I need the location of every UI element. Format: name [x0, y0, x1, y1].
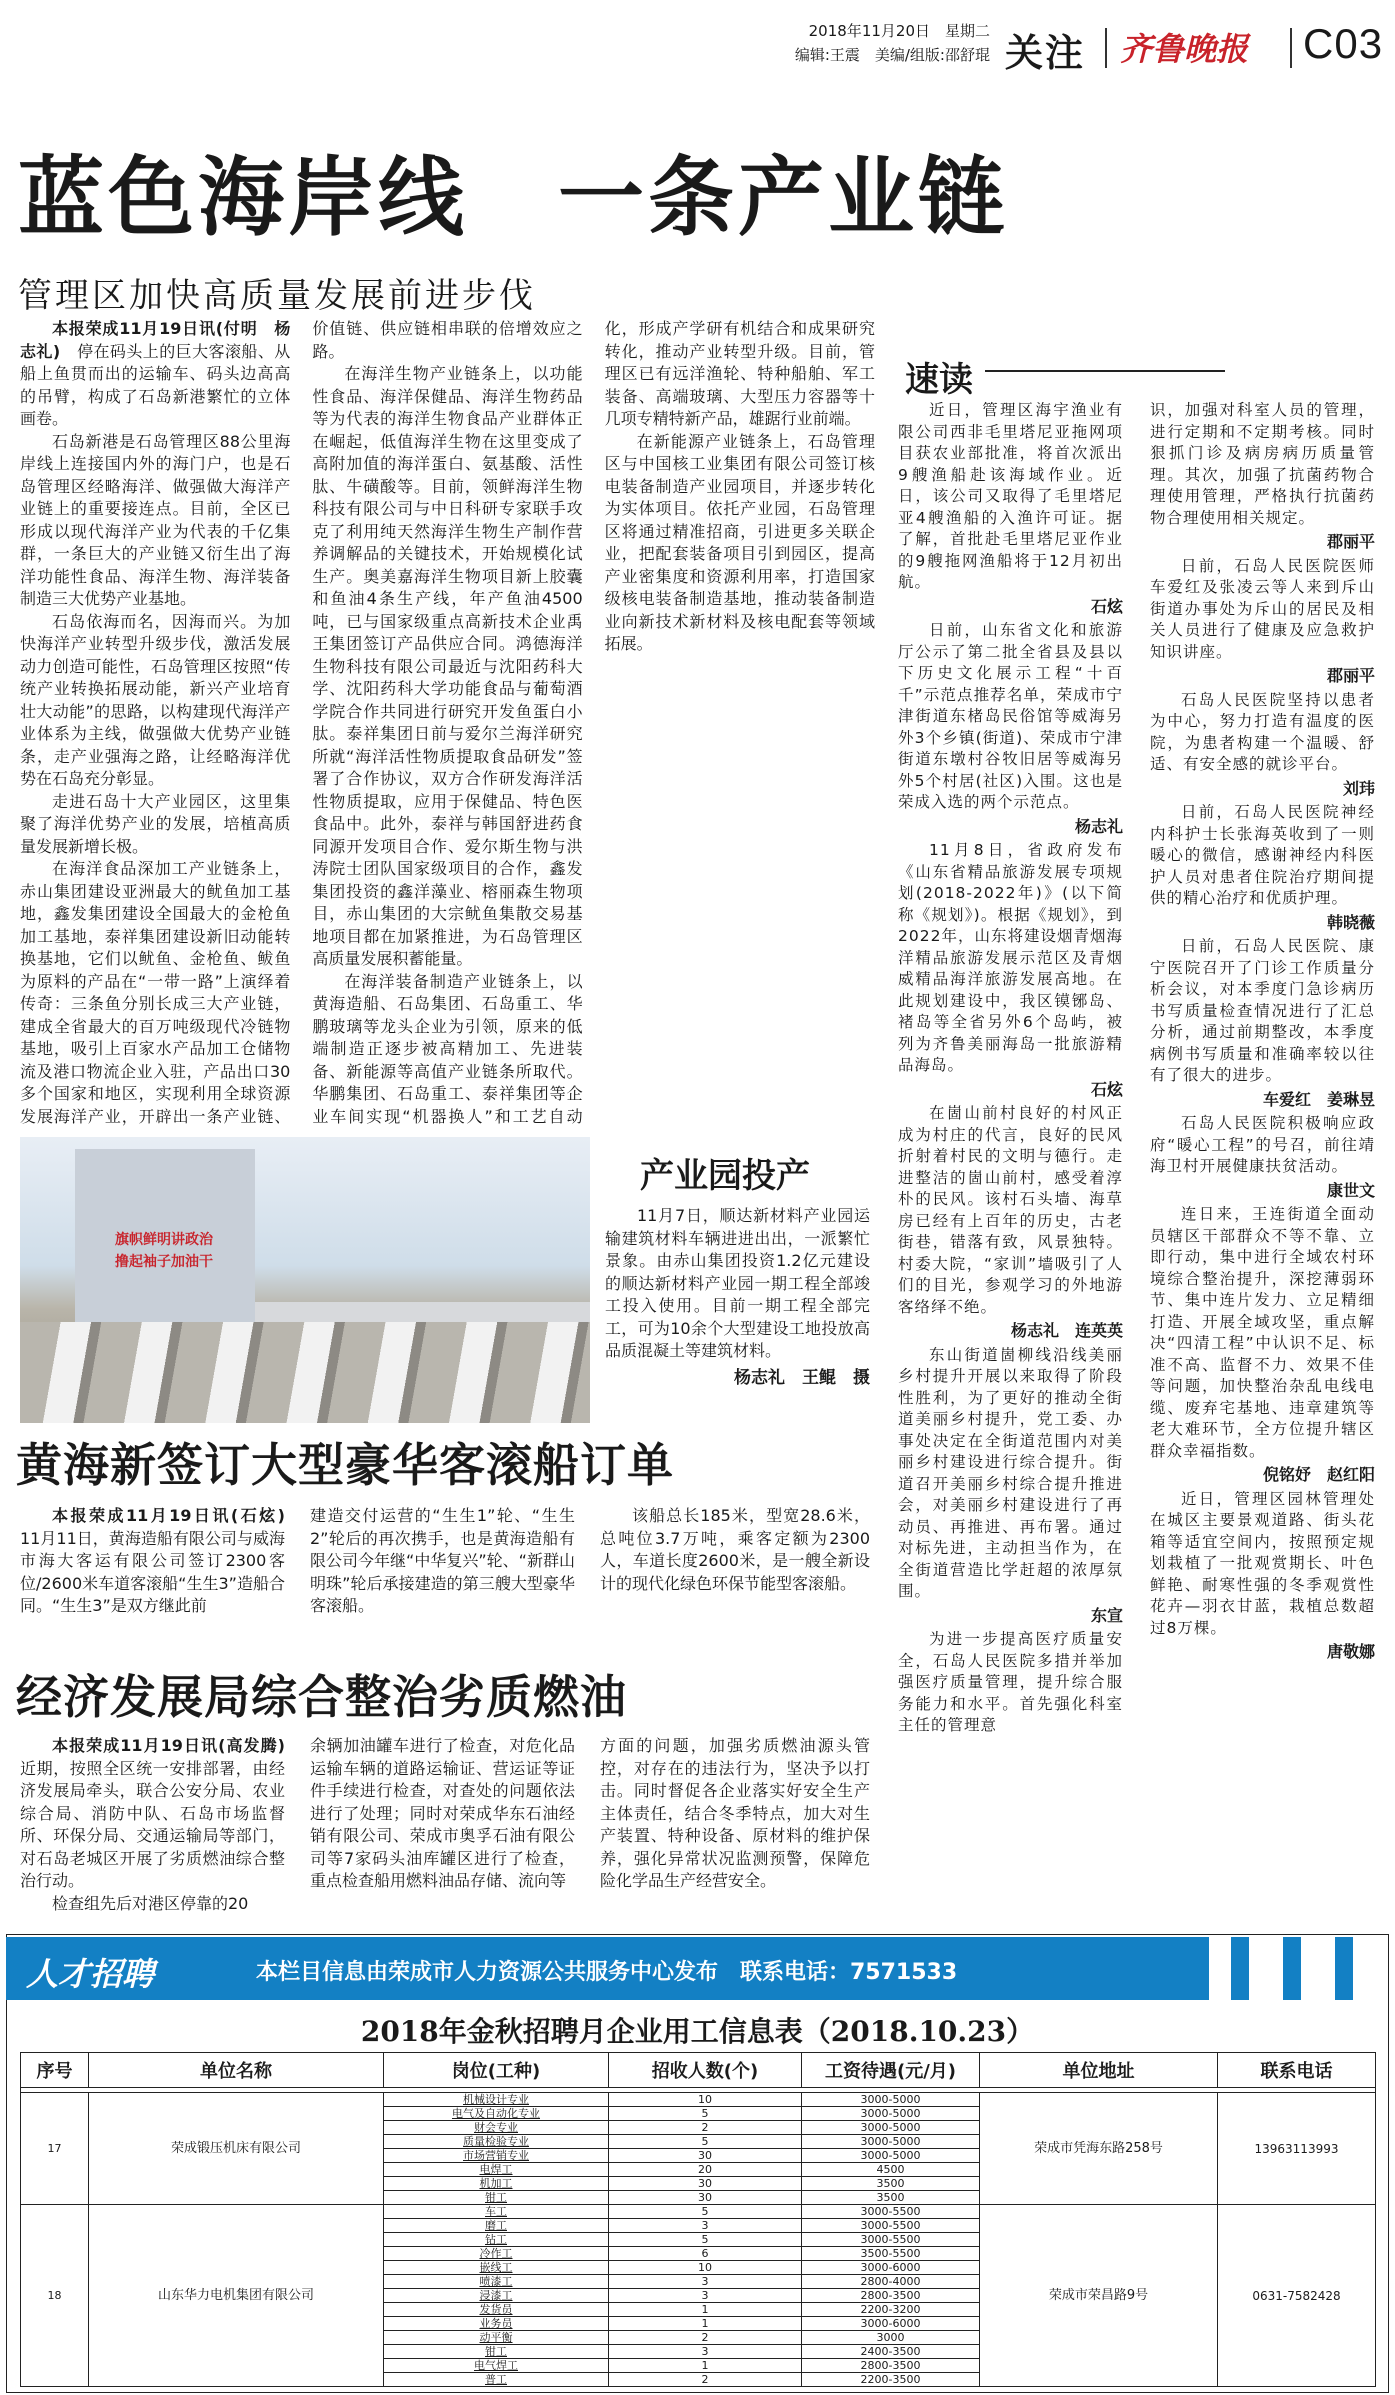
job-count: 1 [609, 2317, 802, 2331]
quick-read-item: 东山街道崮柳线沿线美丽乡村提升开展以来取得了阶段性胜利，为了更好的推动全街道美丽乡村提升，党工委、办事处决定在全街道范围内对美丽乡村建设进行综合提升。街道召开美丽乡村综合提升推进会，对美丽乡村建设进行了再动员、再推进、再布署。通过对标先进，主动担当作为，在全街道营造比学赶超的浓厚氛围。 [898, 1345, 1123, 1600]
quick-read-byline: 康世文 [1326, 1180, 1375, 1200]
column-header: 工资待遇(元/月) [802, 2053, 980, 2088]
main-article-paragraph: 在海洋生物产业链条上，以功能性食品、海洋保健品、海洋生物药品等为代表的海洋生物食品产业群体正在崛起，低值海洋生物在这里变成了高附加值的海洋蛋白、氨基酸、活性肽、牛磺酸等。目前，领鲜海洋生物科技有限公司与中日科研专家联手攻克了利用纯天然海洋生物生产制作营养调解品的关键技术，开始规模化试生产。奥美嘉海洋生物项目新上胶囊和鱼油4条生产线，年产鱼油4500吨，已与国家级重点高新技术企业禹王集团签订产品供应合同。鸿德海洋生物科技有限公司最近与沈阳药科大学、沈阳药科大学功能食品与葡萄酒学院合作共同进行研究开发鱼蛋白小肽。泰祥集团日前与爱尔兰海洋研究所就“海洋活性物质提取食品研发”签署了合作协议，双方合作研发海洋活性物质提取，应用于保健品、特色医食品中。此外，泰祥与韩国舒进药食同源开发项目合作、爱尔斯生物与洪涛院士团队国家级项目的合作，鑫发集团投资的鑫洋藻业、榕丽森生物项目，赤山集团的大宗鱿鱼集散交易基地项目都在加紧推进，为石岛管理区高质量发展积蓄能量。 [312, 364, 583, 968]
job-count: 3 [609, 2345, 802, 2359]
article3-headline: 经济发展局综合整治劣质燃油 [16, 1670, 627, 1724]
job-count: 10 [609, 2261, 802, 2275]
quick-read-byline: 唐敬娜 [1326, 1642, 1375, 1661]
job-position: 机械设计专业 [384, 2093, 609, 2107]
recruitment-logo: 人才招聘 [26, 1955, 155, 1993]
job-count: 30 [609, 2149, 802, 2163]
dateline: 本报荣成11月19日讯(付明 杨志礼) [20, 319, 291, 361]
dateline: 本报荣成11月19日讯(石炫) [52, 1506, 285, 1525]
quick-read-byline: 郡丽平 [1326, 666, 1375, 685]
job-count: 3 [609, 2289, 802, 2303]
job-salary: 3000-6000 [802, 2317, 980, 2331]
article2-headline: 黄海新签订大型豪华客滚船订单 [16, 1438, 674, 1492]
article3-col3: 方面的问题，加强劣质燃油源头管控，对存在的违法行为，坚决予以打击。同时督促各企业落实好安全生产主体责任，结合冬季特点，加大对生产装置、特种设备、原材料的维护保养，强化异常状况监测预警，保障危险化学品生产经营安全。 [600, 1736, 870, 1890]
company-phone: 13963113993 [1218, 2093, 1376, 2205]
quick-read-byline: 杨志礼 [1074, 816, 1123, 836]
recruitment-banner [6, 1937, 1209, 2000]
quick-read-item: 石岛人民医院坚持以患者为中心，努力打造有温度的医院，为患者构建一个温暖、舒适、有安全感的就诊平台。 [1150, 690, 1375, 773]
job-count: 30 [609, 2177, 802, 2191]
job-position: 电气及自动化专业 [384, 2107, 609, 2121]
quick-read-item: 近日，管理区园林管理处在城区主要景观道路、街头花箱等适宜空间内，按照预定规划栽植了一批观赏期长、叶色鲜艳、耐寒性强的冬季观赏性花卉—羽衣甘蓝，栽植总数超过8万棵。 [1150, 1489, 1375, 1637]
job-count: 20 [609, 2163, 802, 2177]
company-number: 17 [21, 2093, 89, 2205]
quick-read-item: 日前，石岛人民医院、康宁医院召开了门诊工作质量分析会议，对本季度门急诊病历书写质量检查情况进行了汇总分析，通过前期整改，本季度病例书写质量和准确率较以往有了很大的进步。 [1150, 937, 1375, 1084]
quick-read-item: 连日来，王连街道全面动员辖区干部群众不等不靠、立即行动，集中进行全域农村环境综合整治提升，深挖薄弱环节、集中连片发力、立足精细打造、开展全域攻坚，重点解决“四清工程”中认识不足、标准不高、监督不力、效果不佳等问题，加快整治杂乱电线电缆、废弃宅基地、违章建筑等老大难环节，全方位提升辖区群众幸福指数。 [1150, 1205, 1375, 1460]
table-row [21, 2093, 1376, 2107]
job-count: 1 [609, 2303, 802, 2317]
quick-read-item: 日前，石岛人民医院神经内科护士长张海英收到了一则暖心的微信，感谢神经内科医护人员对患者住院治疗期间提供的精心治疗和优质护理。 [1150, 803, 1375, 907]
quick-read-column-1 [898, 400, 1123, 1737]
job-position: 发货员 [384, 2303, 609, 2317]
newspaper-masthead: 齐鲁晚报 [1120, 30, 1249, 68]
photo-caption-title: 产业园投产 [640, 1156, 810, 1196]
job-position: 动平衡 [384, 2331, 609, 2345]
quick-read-rule [985, 370, 1225, 372]
job-salary: 3000 [802, 2331, 980, 2345]
recruitment-info: 本栏目信息由荣成市人力资源公共服务中心发布 联系电话：7571533 [256, 1960, 958, 1985]
header-divider [1290, 28, 1292, 68]
job-count: 3 [609, 2219, 802, 2233]
company-address: 荣成市荣昌路9号 [980, 2205, 1218, 2387]
article3-col1: 本报荣成11月19日讯(高发腾) 近期，按照全区统一安排部署，由经济发展局牵头，联合公安分局、农业综合局、消防中队、石岛市场监督所、环保分局、交通运输局等部门，对石岛老城区开展了劣质燃油综合整治行动。 检查组先后对港区停靠的20 [20, 1736, 285, 1913]
job-salary: 4500 [802, 2163, 980, 2177]
main-article-paragraph: 在海洋装备制造产业链条上，以黄海造船、石岛集团、石岛重工、华鹏玻璃等龙头企业为引领，原来的低端制造正逐步被高精加工、先进装备、新能源等高值产业链条所取代。华鹏集团、石岛重工、泰祥集团等企业车间实现“机器换人”和工艺自动化，形成产学研有机结合和成果研究转化，推动产业转型升级。目前，管理区已有远洋渔轮、特种船舶、军工装备、高端玻璃、大型压力容器等十几项专精特新产品，雄踞行业前端。 [312, 319, 875, 1126]
quick-read-byline: 车爱红 姜琳昱 [1262, 1089, 1375, 1109]
job-count: 5 [609, 2205, 802, 2219]
column-header: 单位名称 [89, 2053, 384, 2088]
concrete-mixer-trucks [20, 1322, 590, 1423]
job-salary: 2800-3500 [802, 2289, 980, 2303]
job-position: 电气焊工 [384, 2359, 609, 2373]
job-count: 1 [609, 2359, 802, 2373]
header-divider [1105, 28, 1107, 68]
job-salary: 3500-5500 [802, 2247, 980, 2261]
job-position: 钳工 [384, 2345, 609, 2359]
quick-read-byline: 杨志礼 连英英 [1010, 1321, 1123, 1340]
article2-col1: 本报荣成11月19日讯(石炫) 11月11日，黄海造船有限公司与威海市海大客运有限公司签订2300客位/2600米车道客滚船“生生3”造船合同。“生生3”是双方继此前 [20, 1506, 285, 1615]
article3-col2: 余辆加油罐车进行了检查，对危化品运输车辆的道路运输证、营运证等证件手续进行检查，对查处的问题依法进行了处理；同时对荣成华东石油经销有限公司、荣成市奥孚石油有限公司等7家码头油库罐区进行了检查，重点检查船用燃料油品存储、流向等 [310, 1736, 575, 1890]
page-number: C03 [1303, 20, 1384, 67]
industrial-park-photo [20, 1137, 590, 1423]
job-position: 浸漆工 [384, 2289, 609, 2303]
column-header: 联系电话 [1218, 2053, 1376, 2088]
job-count: 5 [609, 2107, 802, 2121]
job-salary: 3000-5000 [802, 2135, 980, 2149]
job-position: 质量检验专业 [384, 2135, 609, 2149]
job-position: 普工 [384, 2373, 609, 2387]
job-salary: 3500 [802, 2177, 980, 2191]
job-count: 3 [609, 2275, 802, 2289]
quick-read-title: 速读 [905, 360, 973, 400]
job-salary: 3000-5500 [802, 2219, 980, 2233]
job-position: 钻工 [384, 2233, 609, 2247]
column-header: 单位地址 [980, 2053, 1218, 2088]
quick-read-item: 为进一步提高医疗质量安全，石岛人民医院多措并举加强医疗质量管理，提升综合服务能力和水平。首先强化科室主任的管理意 [898, 1630, 1123, 1734]
building-slogan: 旗帜鲜明讲政治 撸起袖子加油干 [115, 1232, 213, 1270]
main-article-paragraph: 石岛依海而名，因海而兴。为加快海洋产业转型升级步伐，激活发展动力创造可能性，石岛管理区按照“传统产业转换拓展动能，新兴产业培育壮大动能”的思路，以构建现代海洋产业体系为主线，做强做大优势产业链条，走产业强海之路，让经略海洋优势在石岛充分彰显。 [20, 611, 291, 788]
quick-read-byline: 韩晓薇 [1326, 912, 1375, 932]
jobs-table-title: 2018年金秋招聘月企业用工信息表（2018.10.23） [360, 2015, 1035, 2048]
company-number: 18 [21, 2205, 89, 2387]
job-salary: 2200-3500 [802, 2373, 980, 2387]
job-position: 电焊工 [384, 2163, 609, 2177]
job-position: 车工 [384, 2205, 609, 2219]
job-count: 6 [609, 2247, 802, 2261]
editor-credits: 编辑:王震 美编/组版:邵舒琨 [794, 46, 990, 64]
banner-stripe [1335, 1937, 1353, 2000]
quick-read-item: 11月8日，省政府发布《山东省精品旅游发展专项规划(2018-2022年)》(以下简称《规划》)。根据《规划》，到2022年，山东将建设烟青烟海洋精品旅游发展示范区及青烟威精品海洋旅游发展高地。在此规划建设中，我区镆铘岛、褚岛等全省另外6个岛屿，被列为齐鲁美丽海岛一批旅游精品海岛。 [898, 841, 1123, 1074]
issue-date: 2018年11月20日 星期二 [808, 22, 990, 40]
job-position: 市场营销专业 [384, 2149, 609, 2163]
quick-read-item: 日前，山东省文化和旅游厅公示了第二批全省县及县以下历史文化展示工程“十百千”示范点推荐名单，荣成市宁津街道东楮岛民俗馆等威海另外3个乡镇(街道)、荣成市宁津街道东墩村谷牧旧居等威海另外5个村居(社区)入围。这也是荣成入选的两个示范点。 [898, 621, 1123, 811]
job-count: 10 [609, 2093, 802, 2107]
job-salary: 3000-5000 [802, 2121, 980, 2135]
job-position: 财会专业 [384, 2121, 609, 2135]
main-article-lead: 本报荣成11月19日讯(付明 杨志礼) 停在码头上的巨大客滚船、从船上鱼贯而出的运输车、码头边高高的吊臂，构成了石岛新港繁忙的立体画卷。 [20, 319, 291, 428]
quick-read-byline: 石炫 [1090, 596, 1123, 616]
job-position: 钳工 [384, 2191, 609, 2205]
job-position: 机加工 [384, 2177, 609, 2191]
job-position: 业务员 [384, 2317, 609, 2331]
job-salary: 3500 [802, 2191, 980, 2205]
job-count: 5 [609, 2233, 802, 2247]
photo-credit: 杨志礼 王鲲 摄 [734, 1367, 870, 1388]
job-position: 磨工 [384, 2219, 609, 2233]
table-row [21, 2205, 1376, 2219]
job-salary: 2800-4000 [802, 2275, 980, 2289]
quick-read-item: 石岛人民医院积极响应政府“暖心工程”的号召，前往靖海卫村开展健康扶贫活动。 [1150, 1114, 1375, 1175]
quick-read-item: 近日，管理区海宇渔业有限公司西非毛里塔尼亚拖网项目获农业部批准，将首次派出9艘渔船赴该海域作业。近日，该公司又取得了毛里塔尼亚4艘渔船的入渔许可证。据了解，首批赴毛里塔尼亚作业的9艘拖网渔船将于12月初出航。 [898, 401, 1123, 591]
column-header: 岗位(工种) [384, 2053, 609, 2088]
photo-caption-text: 11月7日，顺达新材料产业园运输建筑材料车辆进进出出，一派繁忙景象。由赤山集团投资1.2亿元建设的顺达新材料产业园一期工程全部竣工投入使用。目前一期工程全部完工，可为10余个大型建设工地投放高品质混凝土等建筑材料。 杨志礼 王鲲 摄 [605, 1206, 870, 1388]
quick-read-item: 识，加强对科室人员的管理，进行定期和不定期考核。同时狠抓门诊及病房病历质量管理。其次，加强了抗菌药物合理使用管理，严格执行抗菌药物合理使用相关规定。 [1150, 401, 1375, 527]
article2-col3: 该船总长185米，型宽28.6米，总吨位3.7万吨，乘客定额为2300人，车道长度2600米，是一艘全新设计的现代化绿色环保节能型客滚船。 [600, 1506, 870, 1593]
job-position: 冷作工 [384, 2247, 609, 2261]
main-article-paragraph: 在新能源产业链条上，石岛管理区与中国核工业集团有限公司签订核电装备制造产业园项目，并逐步转化为实体项目。依托产业园，石岛管理区将通过精准招商，引进更多关联企业，把配套装备项目引到园区，提高产业密集度和资源利用率，打造国家级核电装备制造基地，推动装备制造业向新技术新材料及核电配套等领域拓展。 [604, 431, 875, 653]
jobs-table-header [21, 2053, 1376, 2088]
job-salary: 2400-3500 [802, 2345, 980, 2359]
job-position: 喷漆工 [384, 2275, 609, 2289]
job-salary: 3000-5000 [802, 2107, 980, 2121]
banner-stripe [1283, 1937, 1301, 2000]
main-headline: 蓝色海岸线 一条产业链 [18, 148, 1008, 248]
quick-read-byline: 刘玮 [1342, 778, 1375, 798]
job-count: 2 [609, 2121, 802, 2135]
job-salary: 3000-5000 [802, 2093, 980, 2107]
quick-read-byline: 石炫 [1090, 1079, 1123, 1099]
job-salary: 2800-3500 [802, 2359, 980, 2373]
job-count: 2 [609, 2373, 802, 2387]
dateline: 本报荣成11月19日讯(高发腾) [52, 1736, 285, 1755]
job-position: 嵌线工 [384, 2261, 609, 2275]
company-name: 山东华力电机集团有限公司 [89, 2205, 384, 2387]
job-count: 2 [609, 2331, 802, 2345]
section-name: 关注 [1005, 31, 1086, 75]
job-salary: 3000-6000 [802, 2261, 980, 2275]
quick-read-byline: 郡丽平 [1326, 532, 1375, 551]
column-header: 招收人数(个) [609, 2053, 802, 2088]
quick-read-column-2 [1150, 400, 1375, 1666]
job-count: 5 [609, 2135, 802, 2149]
job-count: 30 [609, 2191, 802, 2205]
main-article-paragraph: 在海洋食品深加工产业链条上，赤山集团建设亚洲最大的鱿鱼加工基地，鑫发集团建设全国最大的金枪鱼加工基地，泰祥集团建设新旧动能转换基地，它们以鱿鱼、金枪鱼、鲅鱼为原料的产品在“一带一路”上演绎着传奇：三条鱼分别长成三大产业链，建成全省最大的百万吨级现代冷链物基地，吸引上百家水产品加工仓储物流及港口物流企业入驻，产品出口30多个国家和地区，实现利用全球资源发展海洋产业，开辟出一条产业链、价值链、供应链相串联的倍增效应之路。 [20, 319, 583, 1126]
jobs-table [20, 2052, 1376, 2387]
job-salary: 3000-5500 [802, 2205, 980, 2219]
job-salary: 2200-3200 [802, 2303, 980, 2317]
job-salary: 3000-5000 [802, 2149, 980, 2163]
main-article-body [20, 318, 875, 1128]
company-phone: 0631-7582428 [1218, 2205, 1376, 2387]
company-name: 荣成锻压机床有限公司 [89, 2093, 384, 2205]
quick-read-item: 日前，石岛人民医院医师车爱红及张凌云等人来到斥山街道办事处为斥山的居民及相关人员进行了健康及应急救护知识讲座。 [1150, 556, 1375, 661]
quick-read-byline: 倪铭妤 赵红阳 [1262, 1465, 1375, 1484]
quick-read-item: 在崮山前村良好的村风正成为村庄的代言，良好的民风折射着村民的文明与德行。走进整洁的崮山前村，感受着淳朴的民风。该村石头墙、海草房已经有上百年的历史，古老街巷，错落有致，风景独特。村委大院，“家训”墙吸引了人们的目光，参观学习的外地游客络绎不绝。 [898, 1104, 1123, 1316]
column-header: 序号 [21, 2053, 89, 2088]
main-article-paragraph: 走进石岛十大产业园区，这里集聚了海洋优势产业的发展，培植高质量发展新增长极。 [20, 791, 291, 856]
main-article-paragraph: 石岛新港是石岛管理区88公里海岸线上连接国内外的海门户，也是石岛管理区经略海洋、做强做大海洋产业链上的重要接连点。目前，全区已形成以现代海洋产业为代表的千亿集群，一条巨大的产业链又衍生出了海洋功能性食品、海洋生物、海洋装备制造三大优势产业基地。 [20, 431, 291, 608]
article2-col2: 建造交付运营的“生生1”轮、“生生2”轮后的再次携手，也是黄海造船有限公司今年继“中华复兴”轮、“新群山明珠”轮后承接建造的第三艘大型豪华客滚船。 [310, 1506, 575, 1615]
banner-stripe [1231, 1937, 1249, 2000]
company-address: 荣成市凭海东路258号 [980, 2093, 1218, 2205]
job-salary: 3000-5500 [802, 2233, 980, 2247]
main-subheadline: 管理区加快高质量发展前进步伐 [18, 276, 536, 316]
quick-read-byline: 东宣 [1090, 1605, 1123, 1625]
